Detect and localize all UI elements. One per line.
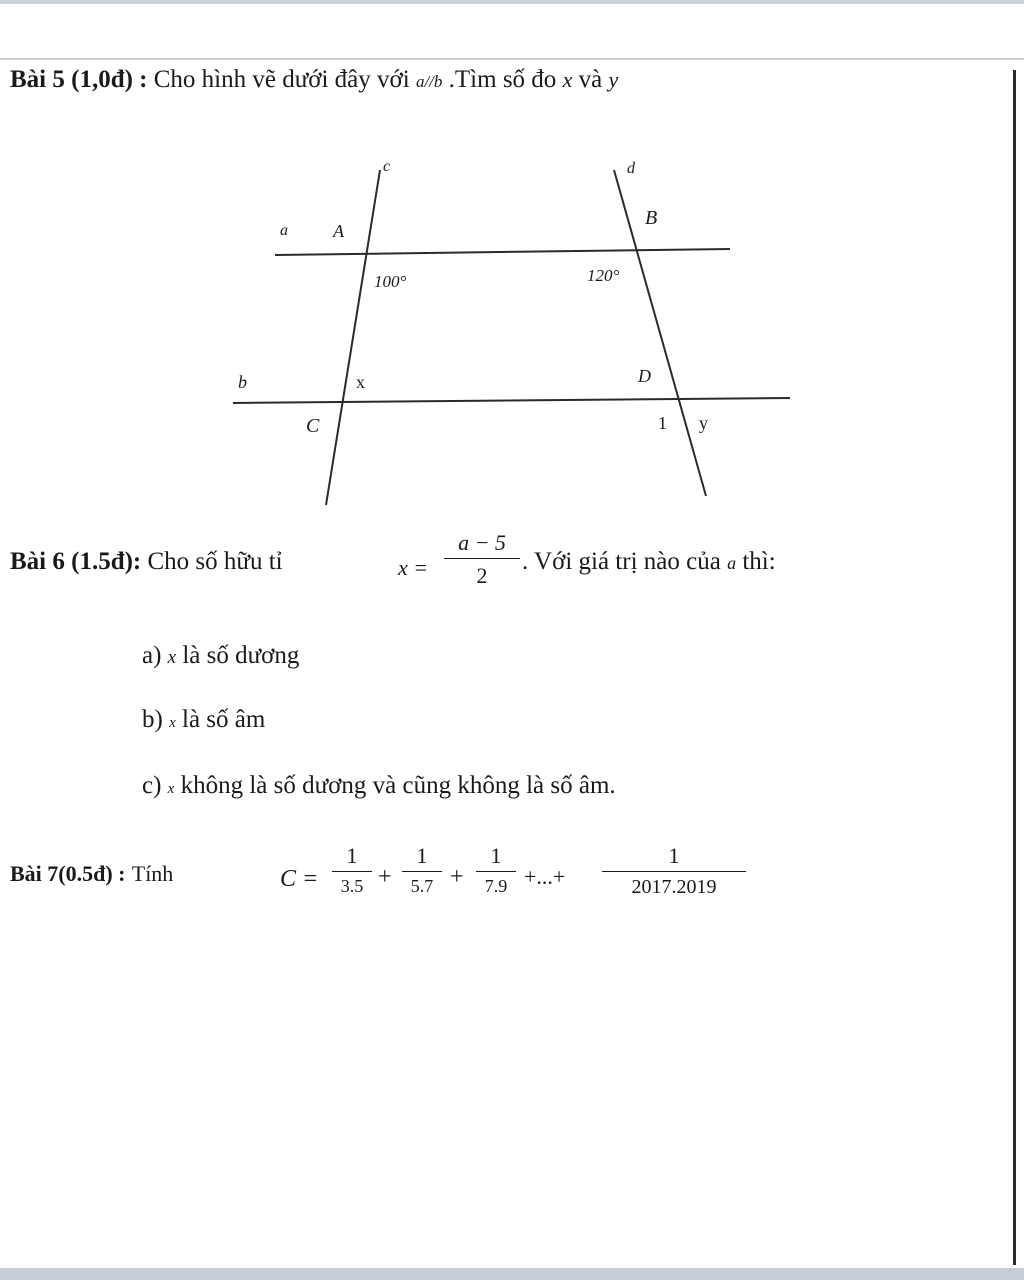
problem6-lhs: x = <box>398 555 429 580</box>
var-y: y <box>608 67 619 92</box>
parallel-notation: a//b <box>415 72 443 91</box>
problem7-lhs: C = <box>280 866 319 892</box>
label-line-a: a <box>280 222 288 239</box>
angle-100: 100° <box>374 272 407 291</box>
problem5-text: Cho hình vẽ dưới đây với <box>153 66 410 93</box>
label-point-a: A <box>333 221 344 241</box>
angle-120: 120° <box>587 266 620 285</box>
problem6-question: . Với giá trị nào của <box>522 548 721 575</box>
term-1 <box>332 843 372 897</box>
label-point-b: B <box>645 207 658 229</box>
item-label: a) <box>142 642 162 669</box>
line-d <box>614 170 706 496</box>
problem7-text: Tính <box>131 861 174 886</box>
label-line-b: b <box>238 372 247 392</box>
problem6-item-b <box>142 706 265 734</box>
problem6-then: thì: <box>742 548 776 575</box>
term-numerator: 1 <box>402 843 442 872</box>
item-var: x <box>167 781 175 797</box>
term-operator: + <box>450 864 464 890</box>
problem6-statement <box>10 548 283 576</box>
var-x: x <box>562 67 573 92</box>
term-numerator: 1 <box>602 843 746 872</box>
line-a <box>275 249 730 255</box>
term-3 <box>476 843 516 897</box>
problem5-heading: Bài 5 (1,0đ) : <box>10 66 148 93</box>
item-text: là số âm <box>182 706 266 733</box>
term-4 <box>602 843 746 899</box>
problem5-text-middle: .Tìm số đo <box>448 66 557 93</box>
term-denominator: 5.7 <box>410 876 434 896</box>
item-var: x <box>167 647 177 668</box>
problem6-heading: Bài 6 (1.5đ): <box>10 548 142 575</box>
angle-y-label: y <box>699 413 708 433</box>
problem6-statement-tail <box>522 548 776 576</box>
var-a: a <box>727 553 737 573</box>
problem7-heading: Bài 7(0.5đ) : <box>10 861 126 886</box>
item-label: c) <box>142 772 162 799</box>
item-text: không là số dương và cũng không là số âm. <box>180 772 616 799</box>
term-numerator: 1 <box>476 843 516 872</box>
label-line-c: c <box>383 158 391 175</box>
item-text: là số dương <box>182 642 300 669</box>
label-line-d: d <box>627 160 635 177</box>
label-point-c: C <box>306 415 320 437</box>
and-word: và <box>578 66 603 93</box>
term-2 <box>402 843 442 897</box>
problem7-statement <box>10 860 173 888</box>
item-label: b) <box>142 706 163 733</box>
line-b <box>233 398 790 403</box>
problem6-item-c <box>142 772 616 800</box>
fraction-denominator: 2 <box>476 563 488 588</box>
fraction-numerator: a − 5 <box>444 530 520 559</box>
term-denominator: 2017.2019 <box>631 876 717 898</box>
term-numerator: 1 <box>332 843 372 872</box>
label-point-d: D <box>638 366 651 386</box>
problem6-item-a <box>142 642 299 670</box>
item-var: x <box>169 715 176 731</box>
angle-x-label: x <box>356 372 365 392</box>
fraction-a-minus-5-over-2 <box>444 530 520 589</box>
term-operator: + <box>378 864 392 890</box>
term-operator: +...+ <box>524 864 566 889</box>
term-denominator: 7.9 <box>484 876 508 896</box>
angle-1-label: 1 <box>658 413 667 433</box>
problem6-text: Cho số hữu tỉ <box>147 548 283 575</box>
term-denominator: 3.5 <box>340 876 364 896</box>
